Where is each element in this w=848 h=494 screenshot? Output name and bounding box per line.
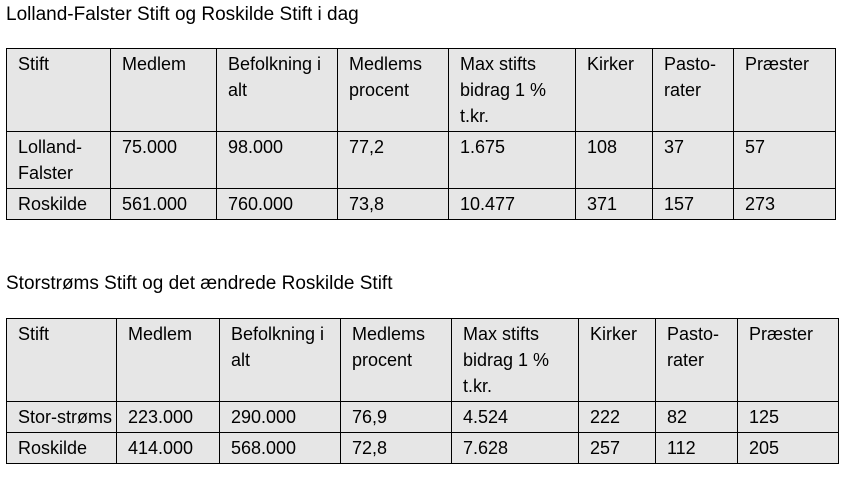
header-cell: Præster: [734, 49, 836, 132]
header-cell: Medlem: [117, 319, 220, 402]
table-cell: 76,9: [341, 402, 452, 433]
table-header-row: [7, 319, 839, 402]
header-cell: Max stifts bidrag 1 % t.kr.: [449, 49, 576, 132]
table-cell: 98.000: [217, 132, 338, 189]
header-cell: Medlems procent: [341, 319, 452, 402]
table-cell: 10.477: [449, 189, 576, 220]
table-cell: 290.000: [220, 402, 341, 433]
table-cell: 108: [576, 132, 653, 189]
table-cell: 57: [734, 132, 836, 189]
table-cell: 273: [734, 189, 836, 220]
stift-table-current: [6, 48, 836, 220]
header-cell: Kirker: [576, 49, 653, 132]
table-cell: 414.000: [117, 433, 220, 464]
header-cell: Pasto-rater: [656, 319, 738, 402]
table-cell: 568.000: [220, 433, 341, 464]
section-title: Lolland-Falster Stift og Roskilde Stift i dag: [6, 4, 359, 25]
table-cell: Stor-strøms: [7, 402, 117, 433]
section-title: Storstrøms Stift og det ændrede Roskilde Stift: [6, 273, 393, 294]
table-row: [7, 433, 839, 464]
table-header-row: [7, 49, 836, 132]
table-cell: 205: [738, 433, 839, 464]
header-cell: Pasto-rater: [653, 49, 734, 132]
stift-table-changed: [6, 318, 839, 464]
header-cell: Præster: [738, 319, 839, 402]
table-cell: 222: [579, 402, 656, 433]
table-cell: 37: [653, 132, 734, 189]
table-row: [7, 402, 839, 433]
table-cell: 77,2: [338, 132, 449, 189]
table-cell: 4.524: [452, 402, 579, 433]
table-cell: Roskilde: [7, 433, 117, 464]
table-cell: 73,8: [338, 189, 449, 220]
header-cell: Stift: [7, 319, 117, 402]
header-cell: Stift: [7, 49, 111, 132]
table-cell: 7.628: [452, 433, 579, 464]
table-row: [7, 132, 836, 189]
table-cell: 112: [656, 433, 738, 464]
header-cell: Befolkning i alt: [220, 319, 341, 402]
header-cell: Medlems procent: [338, 49, 449, 132]
header-cell: Medlem: [111, 49, 217, 132]
table-cell: 72,8: [341, 433, 452, 464]
table-cell: 82: [656, 402, 738, 433]
table-cell: 75.000: [111, 132, 217, 189]
table-cell: 257: [579, 433, 656, 464]
table-cell: 371: [576, 189, 653, 220]
table-cell: 1.675: [449, 132, 576, 189]
table-cell: 223.000: [117, 402, 220, 433]
table-cell: 157: [653, 189, 734, 220]
table-cell: Lolland-Falster: [7, 132, 111, 189]
table-row: [7, 189, 836, 220]
header-cell: Kirker: [579, 319, 656, 402]
table-cell: 561.000: [111, 189, 217, 220]
header-cell: Max stifts bidrag 1 % t.kr.: [452, 319, 579, 402]
table-cell: 760.000: [217, 189, 338, 220]
table-cell: 125: [738, 402, 839, 433]
table-cell: Roskilde: [7, 189, 111, 220]
header-cell: Befolkning i alt: [217, 49, 338, 132]
